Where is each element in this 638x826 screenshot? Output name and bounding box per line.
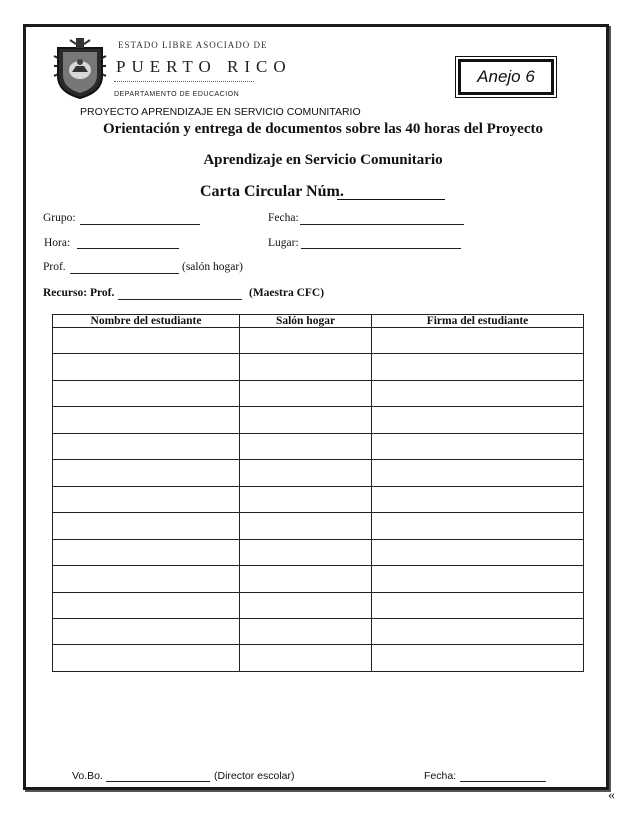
cell-salon[interactable] bbox=[240, 328, 372, 354]
vobo-label: Vo.Bo. bbox=[72, 770, 103, 782]
maestra-label: (Maestra CFC) bbox=[249, 287, 325, 299]
table-row bbox=[53, 618, 584, 644]
recurso-label: Recurso: Prof. bbox=[43, 287, 115, 299]
cell-firma[interactable] bbox=[372, 380, 584, 406]
prof-line[interactable] bbox=[70, 273, 179, 274]
cell-salon[interactable] bbox=[240, 566, 372, 592]
cell-firma[interactable] bbox=[372, 592, 584, 618]
lugar-line[interactable] bbox=[301, 248, 461, 249]
table-row bbox=[53, 433, 584, 459]
table-row bbox=[53, 460, 584, 486]
cell-firma[interactable] bbox=[372, 539, 584, 565]
grupo-label: Grupo: bbox=[43, 212, 76, 224]
cell-salon[interactable] bbox=[240, 592, 372, 618]
cell-nombre[interactable] bbox=[53, 433, 240, 459]
cell-nombre[interactable] bbox=[53, 328, 240, 354]
cell-firma[interactable] bbox=[372, 486, 584, 512]
cell-salon[interactable] bbox=[240, 486, 372, 512]
cell-nombre[interactable] bbox=[53, 486, 240, 512]
cell-firma[interactable] bbox=[372, 328, 584, 354]
project-label: PROYECTO APRENDIZAJE EN SERVICIO COMUNITARIO bbox=[80, 106, 361, 118]
table-row bbox=[53, 539, 584, 565]
prof-label: Prof. bbox=[43, 261, 66, 273]
cell-nombre[interactable] bbox=[53, 407, 240, 433]
cell-nombre[interactable] bbox=[53, 645, 240, 672]
cell-firma[interactable] bbox=[372, 618, 584, 644]
table-row bbox=[53, 380, 584, 406]
student-roster-table bbox=[52, 314, 584, 672]
footer-fecha-label: Fecha: bbox=[424, 770, 457, 782]
table-row bbox=[53, 513, 584, 539]
fecha-line[interactable] bbox=[300, 224, 464, 225]
header-nombre: Nombre del estudiante bbox=[53, 315, 240, 328]
cell-salon[interactable] bbox=[240, 645, 372, 672]
cell-firma[interactable] bbox=[372, 407, 584, 433]
cell-nombre[interactable] bbox=[53, 618, 240, 644]
vobo-line[interactable] bbox=[106, 781, 210, 782]
table-row bbox=[53, 566, 584, 592]
table-row bbox=[53, 592, 584, 618]
header-firma: Firma del estudiante bbox=[372, 315, 584, 328]
cell-nombre[interactable] bbox=[53, 539, 240, 565]
cell-salon[interactable] bbox=[240, 433, 372, 459]
annex-box: Anejo 6 bbox=[458, 59, 554, 95]
table-row bbox=[53, 328, 584, 354]
director-label: (Director escolar) bbox=[214, 770, 295, 782]
cell-firma[interactable] bbox=[372, 513, 584, 539]
cell-salon[interactable] bbox=[240, 460, 372, 486]
document-subtitle: Aprendizaje en Servicio Comunitario bbox=[203, 152, 443, 168]
cell-nombre[interactable] bbox=[53, 592, 240, 618]
gov-divider bbox=[114, 81, 254, 82]
table-row bbox=[53, 486, 584, 512]
cell-salon[interactable] bbox=[240, 380, 372, 406]
corner-mark-icon: « bbox=[608, 788, 615, 803]
cell-nombre[interactable] bbox=[53, 566, 240, 592]
cell-nombre[interactable] bbox=[53, 354, 240, 380]
table-row bbox=[53, 407, 584, 433]
cell-firma[interactable] bbox=[372, 645, 584, 672]
cell-salon[interactable] bbox=[240, 407, 372, 433]
cell-nombre[interactable] bbox=[53, 380, 240, 406]
recurso-line[interactable] bbox=[118, 299, 242, 300]
header-salon: Salón hogar bbox=[240, 315, 372, 328]
table-row bbox=[53, 645, 584, 672]
cell-salon[interactable] bbox=[240, 354, 372, 380]
cell-firma[interactable] bbox=[372, 433, 584, 459]
circular-number-line[interactable] bbox=[337, 199, 445, 200]
gov-line-1: ESTADO LIBRE ASOCIADO DE bbox=[118, 40, 268, 50]
puerto-rico-seal-icon bbox=[52, 36, 108, 100]
document-title: Orientación y entrega de documentos sobre las 40 horas del Proyecto bbox=[103, 121, 543, 137]
cell-salon[interactable] bbox=[240, 539, 372, 565]
fecha-label: Fecha: bbox=[268, 212, 299, 224]
gov-line-3: DEPARTAMENTO DE EDUCACION bbox=[114, 91, 240, 98]
hora-line[interactable] bbox=[77, 248, 179, 249]
cell-firma[interactable] bbox=[372, 354, 584, 380]
circular-label: Carta Circular Núm. bbox=[200, 183, 344, 200]
cell-salon[interactable] bbox=[240, 513, 372, 539]
table-header-row bbox=[53, 315, 584, 328]
lugar-label: Lugar: bbox=[268, 237, 299, 249]
cell-firma[interactable] bbox=[372, 460, 584, 486]
salon-hogar-label: (salón hogar) bbox=[182, 261, 243, 273]
cell-nombre[interactable] bbox=[53, 460, 240, 486]
cell-nombre[interactable] bbox=[53, 513, 240, 539]
cell-firma[interactable] bbox=[372, 566, 584, 592]
table-row bbox=[53, 354, 584, 380]
gov-line-2: PUERTO RICO bbox=[116, 57, 292, 76]
hora-label: Hora: bbox=[44, 237, 71, 249]
cell-salon[interactable] bbox=[240, 618, 372, 644]
grupo-line[interactable] bbox=[80, 224, 200, 225]
footer-fecha-line[interactable] bbox=[460, 781, 546, 782]
